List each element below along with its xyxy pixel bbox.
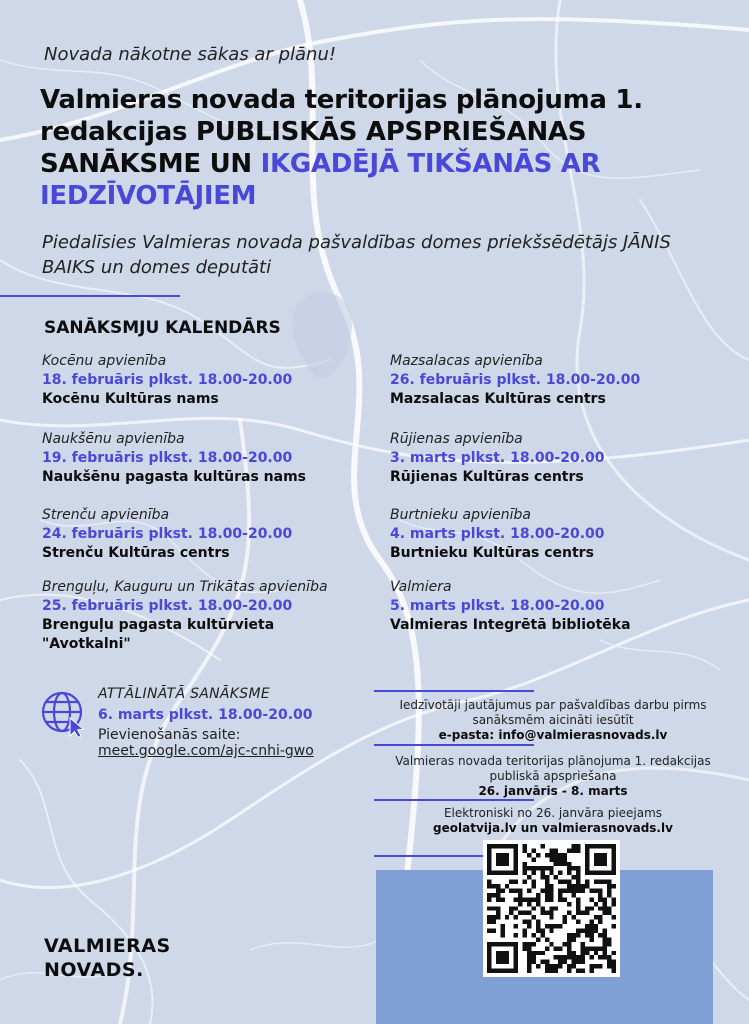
remote-meeting-date: 6. marts plkst. 18.00-20.00 xyxy=(98,707,313,723)
event-title-main: Valmieras novada teritorijas plānojuma 1. redakcijas PUBLISKĀS APSPRIEŠANAS SANĀKSME UN xyxy=(40,85,643,179)
subtitle: Piedalīsies Valmieras novada pašvaldības domes priekšsēdētājs JĀNIS BAIKS un domes deputāti xyxy=(42,232,671,278)
remote-join-label: Pievienošanās saite: xyxy=(98,727,241,743)
info-online-text: Elektroniski no 26. janvāra pieejams xyxy=(443,806,663,820)
logo-line-2: NOVADS. xyxy=(44,959,144,981)
info-divider xyxy=(374,799,534,801)
qr-code-icon[interactable] xyxy=(487,844,616,973)
event-region: Naukšēnu apvienība xyxy=(42,431,185,447)
event-item-rujienas xyxy=(390,430,735,487)
qr-code-frame xyxy=(483,840,620,977)
event-date: 4. marts plkst. 18.00-20.00 xyxy=(390,526,605,542)
remote-meeting-title: ATTĀLINĀTĀ SANĀKSME xyxy=(98,686,270,702)
info-online xyxy=(378,806,728,836)
event-venue: Rūjienas Kultūras centrs xyxy=(390,469,584,485)
event-region: Valmiera xyxy=(390,579,452,595)
tagline: Novada nākotne sākas ar plānu! xyxy=(44,44,337,65)
logo xyxy=(44,934,171,982)
event-date: 5. marts plkst. 18.00-20.00 xyxy=(390,598,605,614)
event-region: Mazsalacas apvienība xyxy=(390,353,543,369)
info-questions xyxy=(378,698,728,743)
event-region: Strenču apvienība xyxy=(42,507,170,523)
info-consultation-dates: 26. janvāris - 8. marts xyxy=(478,784,628,798)
event-region: Burtnieku apvienība xyxy=(390,507,532,523)
event-date: 19. februāris plkst. 18.00-20.00 xyxy=(42,450,293,466)
event-venue: Strenču Kultūras centrs xyxy=(42,545,230,561)
event-item-valmiera xyxy=(390,578,735,635)
logo-line-1: VALMIERAS xyxy=(44,935,171,957)
event-date: 18. februāris plkst. 18.00-20.00 xyxy=(42,372,293,388)
event-venue: Brenguļu pagasta kultūrvieta "Avotkalni" xyxy=(42,617,275,652)
remote-meeting-link[interactable]: meet.google.com/ajc-cnhi-gwo xyxy=(98,743,314,759)
info-questions-email: e-pasta: info@valmierasnovads.lv xyxy=(438,728,668,742)
event-date: 3. marts plkst. 18.00-20.00 xyxy=(390,450,605,466)
event-venue: Kocēnu Kultūras nams xyxy=(42,391,219,407)
info-online-sites: geolatvija.lv un valmierasnovads.lv xyxy=(433,821,673,835)
event-item-nauksenu xyxy=(42,430,387,487)
info-questions-text: Iedzīvotāji jautājumus par pašvaldības darbu pirms sanāksmēm aicināti iesūtīt xyxy=(399,698,707,727)
event-region: Kocēnu apvienība xyxy=(42,353,167,369)
event-item-strencu xyxy=(42,506,387,563)
event-venue: Burtnieku Kultūras centrs xyxy=(390,545,594,561)
event-region: Rūjienas apvienība xyxy=(390,431,523,447)
info-consultation xyxy=(378,754,728,799)
divider xyxy=(0,295,180,297)
event-venue: Mazsalacas Kultūras centrs xyxy=(390,391,606,407)
info-divider xyxy=(374,744,534,746)
event-title-accent: IKGADĒJĀ TIKŠANĀS AR IEDZĪVOTĀJIEM xyxy=(40,149,601,211)
event-title xyxy=(40,84,730,212)
event-item-burtnieku xyxy=(390,506,735,563)
event-item-mazsalacas xyxy=(390,352,735,409)
info-consultation-text: Valmieras novada teritorijas plānojuma 1. redakcijas publiskā apspriešana xyxy=(395,754,711,783)
event-item-brengulu xyxy=(42,578,387,654)
event-date: 24. februāris plkst. 18.00-20.00 xyxy=(42,526,293,542)
event-venue: Valmieras Integrētā bibliotēka xyxy=(390,617,631,633)
info-divider xyxy=(374,690,534,692)
event-item-kocenu xyxy=(42,352,387,409)
event-region: Brenguļu, Kauguru un Trikātas apvienība xyxy=(42,579,328,595)
event-venue: Naukšēnu pagasta kultūras nams xyxy=(42,469,306,485)
globe-cursor-icon xyxy=(40,690,88,738)
event-date: 25. februāris plkst. 18.00-20.00 xyxy=(42,598,293,614)
event-date: 26. februāris plkst. 18.00-20.00 xyxy=(390,372,641,388)
calendar-heading: SANĀKSMJU KALENDĀRS xyxy=(44,318,281,338)
